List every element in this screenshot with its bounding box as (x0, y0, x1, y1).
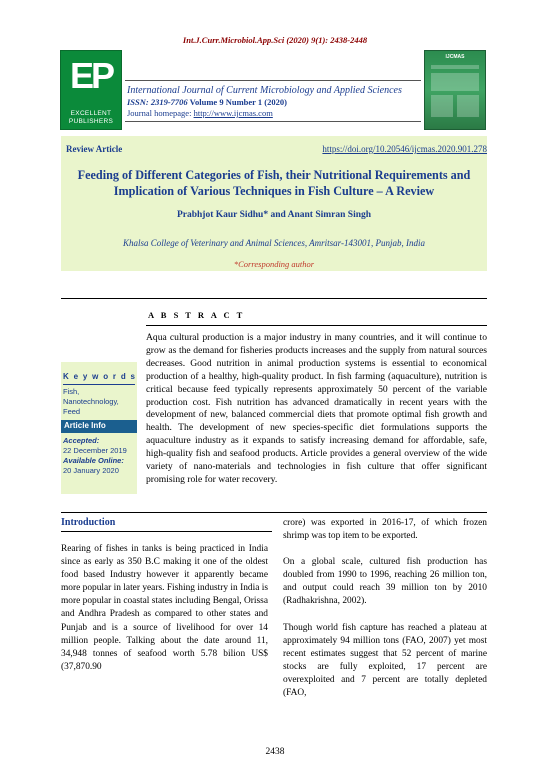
keyword-item: Fish, (63, 387, 80, 396)
journal-volume: Volume 9 Number 1 (2020) (187, 97, 287, 107)
article-info (63, 436, 127, 476)
keyword-item: Nanotechnology, (63, 397, 119, 406)
accepted-label: Accepted: (63, 436, 100, 445)
journal-cover-label: IJCMAS (445, 54, 465, 60)
publisher-logo-mark: EP (69, 55, 113, 96)
journal-cover-image (424, 50, 486, 130)
article-type: Review Article (66, 144, 123, 154)
body-column-left (61, 543, 268, 687)
body-paragraph: On a global scale, cultured fish production has doubled from 1990 to 1996, reaching 26 million ton, and output could reach 39 million ton by 2010 (Radhakrishna, 2002). (283, 557, 487, 607)
publisher-logo-text (61, 110, 121, 126)
keywords-list (63, 387, 119, 417)
affiliation: Khalsa College of Veterinary and Animal Sciences, Amritsar-143001, Punjab, India (123, 238, 425, 248)
publisher-logo (60, 50, 122, 130)
body-column-right (283, 517, 487, 713)
body-paragraph: Rearing of fishes in tanks is being practiced in India since as early as 350 B.C making it one of the oldest food based Industry however it apparently became more popular in later years. Fishing industry in India is more popular in coastal states including Bengal, Orissa and Andhra Pradesh as compared to other states and Punjab and is a source of livelihood for over 14 million people. Talking about the date around 11, 34,948 tonnes of seafood worth 5.78 bilion US$ (37,870.90 (61, 544, 268, 672)
keywords-divider (63, 384, 135, 385)
journal-meta (127, 97, 287, 107)
header-rule-bottom (125, 121, 421, 122)
page-number: 2438 (265, 747, 285, 757)
introduction-heading: Introduction (61, 517, 116, 528)
article-banner (61, 136, 487, 271)
article-title-line1: Feeding of Different Categories of Fish, their Nutritional Requirements and (77, 168, 471, 182)
cover-decoration (431, 95, 453, 117)
abstract-heading: A B S T R A C T (148, 310, 245, 320)
doi-link[interactable]: https://doi.org/10.20546/ijcmas.2020.901.278 (322, 144, 487, 154)
journal-homepage-label: Journal homepage: (127, 108, 194, 118)
introduction-divider (61, 531, 272, 532)
accepted-date: 22 December 2019 (63, 446, 127, 455)
journal-issn: ISSN: 2319-7706 (127, 97, 188, 107)
article-info-heading: Article Info (64, 421, 106, 430)
article-title-line2: Implication of Various Techniques in Fish Culture – A Review (113, 184, 435, 198)
article-title (61, 167, 487, 199)
publisher-logo-line2: PUBLISHERS (68, 118, 114, 125)
cover-decoration (431, 73, 479, 91)
header-rule-top (125, 80, 421, 81)
abstract-body: Aqua cultural production is a major industry in many countries, and it will continue to grow as the demand for fisheries products increases and the supply from natural sources decreases. Good nutrition in animal production systems is essential to economical production of a healthy, high-quality product. In fish farming (aquaculture), nutrition is critical because feed typically represents approximately 50 percent of the variable production cost. Fish nutrition has advanced dramatically in recent years with the development of new, balanced commercial diets that promote optimal fish growth and health. The development of new species-specific diet formulations supports the aquaculture industry as it expands to satisfy increasing demand for affordable, safe, high-quality fish and seafood products. Article provides a general overview of the wide variety of nano-materials and technologies in fish culture that offer significant promising role for water recovery. (146, 332, 487, 485)
abstract-bottom-divider (61, 512, 487, 513)
article-info-heading-bar (61, 420, 137, 433)
online-date: 20 January 2020 (63, 466, 119, 475)
abstract-divider (146, 325, 487, 326)
cover-decoration (431, 65, 479, 69)
running-head: Int.J.Curr.Microbiol.App.Sci (2020) 9(1): 2438-2448 (182, 35, 368, 45)
cover-decoration (457, 95, 479, 117)
corresponding-author-note: *Corresponding author (233, 259, 315, 269)
journal-name: International Journal of Current Microbiology and Applied Sciences (127, 85, 402, 96)
journal-homepage (127, 108, 273, 118)
publisher-logo-line1: EXCELLENT (70, 110, 112, 117)
keywords-heading: K e y w o r d s (63, 372, 137, 381)
body-paragraph: crore) was exported in 2016-17, of which frozen shrimp was top item to be exported. (283, 518, 487, 542)
body-paragraph: Though world fish capture has reached a plateau at approximately 94 million tons (FAO, 2007) yet most recent estimates suggest that 52 percent of marine stocks are fully exploited, 17 percent are overexploited and 7 percent are totally depleted (FAO, (283, 622, 487, 699)
keyword-item: Feed (63, 407, 81, 416)
journal-homepage-link[interactable]: http://www.ijcmas.com (193, 108, 273, 118)
section-divider (61, 298, 487, 299)
online-label: Available Online: (63, 456, 124, 465)
authors: Prabhjot Kaur Sidhu* and Anant Simran Singh (176, 210, 372, 220)
